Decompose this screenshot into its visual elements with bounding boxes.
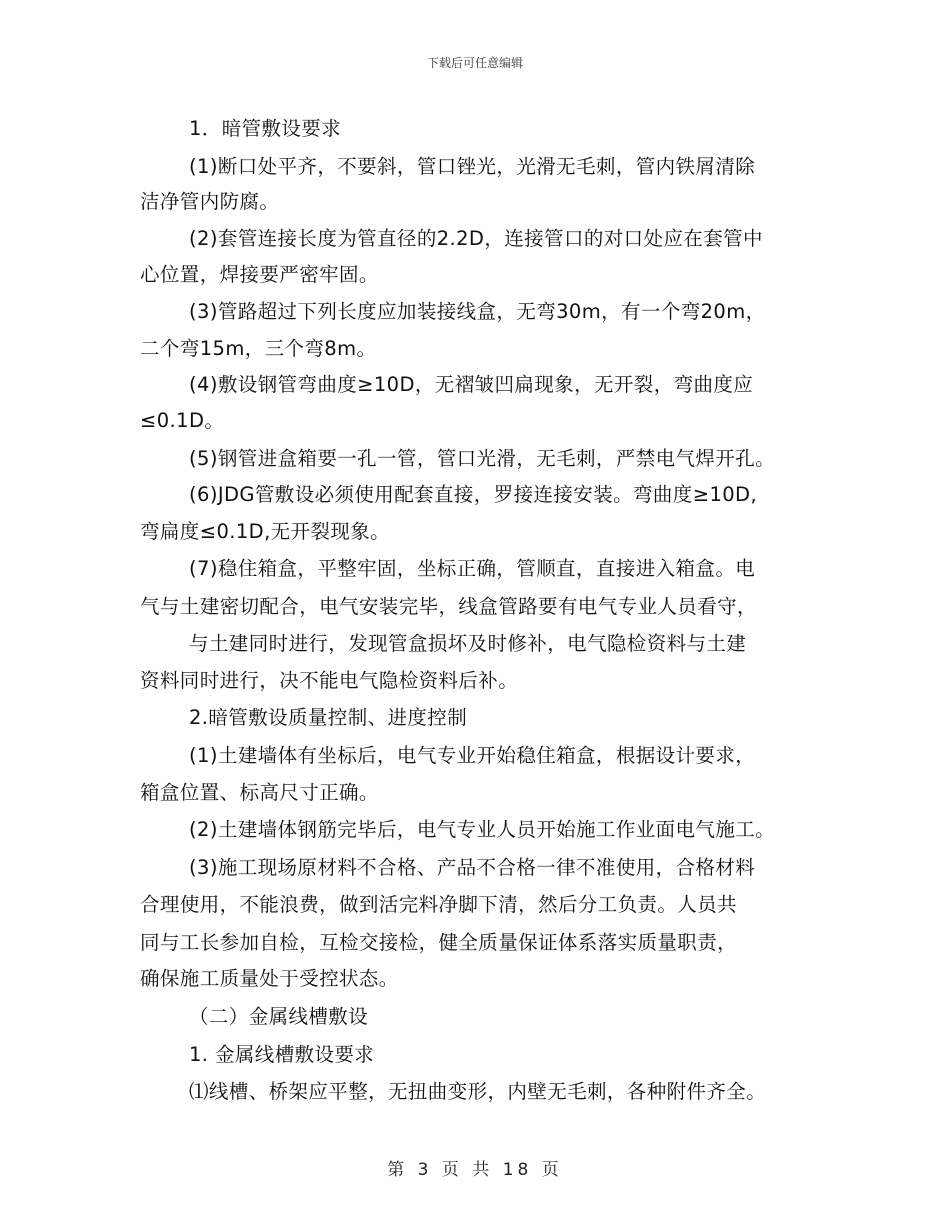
paragraph-line: 气与土建密切配合，电气安装完毕，线盒管路要有电气专业人员看守，: [140, 595, 757, 618]
page-footer: 第 3 页 共 18 页: [387, 1160, 563, 1180]
paragraph-line: 洁净管内防腐。: [140, 190, 280, 213]
paragraph-line: (2)土建墙体钢筋完毕后，电气专业人员开始施工作业面电气施工。: [189, 818, 776, 841]
paragraph-line: 合理使用，不能浪费，做到活完料净脚下清，然后分工负责。人员共: [140, 893, 738, 916]
paragraph-line: ⑴线槽、桥架应平整，无扭曲变形，内壁无毛刺，各种附件齐全。: [189, 1080, 767, 1103]
paragraph-line: 心位置，焊接要严密牢固。: [140, 263, 379, 286]
section-heading: （二）金属线槽敷设: [189, 1005, 369, 1028]
paragraph-line: 箱盒位置、标高尺寸正确。: [140, 781, 379, 804]
paragraph-line: 确保施工质量处于受控状态。: [140, 967, 399, 990]
page-header: 下载后可任意编辑: [426, 56, 523, 70]
paragraph-line: 弯扁度≤0.1D,无开裂现象。: [140, 520, 391, 543]
paragraph-line: (6)JDG管敷设必须使用配套直接，罗接连接安装。弯曲度≥10D,: [189, 483, 758, 506]
paragraph-line: ≤0.1D。: [140, 409, 225, 432]
paragraph-line: (2)套管连接长度为管直径的2.2D，连接管口的对口处应在套管中: [189, 227, 763, 250]
heading-1: 1. 金属线槽敷设要求: [189, 1043, 375, 1066]
paragraph-line: (4)敷设钢管弯曲度≥10D，无褶皱凹扁现象，无开裂，弯曲度应: [189, 373, 754, 396]
paragraph-line: 同与工长参加自检，互检交接检，健全质量保证体系落实质量职责，: [140, 931, 738, 954]
paragraph-line: (3)施工现场原材料不合格、产品不合格一律不准使用，合格材料: [189, 856, 756, 879]
paragraph-line: 与土建同时进行，发现管盒损坏及时修补，电气隐检资料与土建: [189, 632, 747, 655]
paragraph-line: (1)土建墙体有坐标后，电气专业开始稳住箱盒，根据设计要求，: [189, 744, 756, 767]
paragraph-line: (5)钢管进盒箱要一孔一管，管口光滑，无毛刺，严禁电气焊开孔。: [189, 447, 776, 470]
paragraph-line: 资料同时进行，决不能电气隐检资料后补。: [140, 669, 519, 692]
heading-1: 1．暗管敷设要求: [189, 117, 342, 140]
paragraph-line: (3)管路超过下列长度应加装接线盒，无弯30m，有一个弯20m，: [189, 300, 766, 323]
heading-2: 2.暗管敷设质量控制、进度控制: [189, 706, 468, 729]
paragraph-line: (1)断口处平齐，不要斜，管口锉光，光滑无毛刺，管内铁屑清除: [189, 155, 756, 178]
paragraph-line: 二个弯15m，三个弯8m。: [140, 337, 377, 360]
paragraph-line: (7)稳住箱盒，平整牢固，坐标正确，管顺直，直接进入箱盒。电: [189, 557, 756, 580]
